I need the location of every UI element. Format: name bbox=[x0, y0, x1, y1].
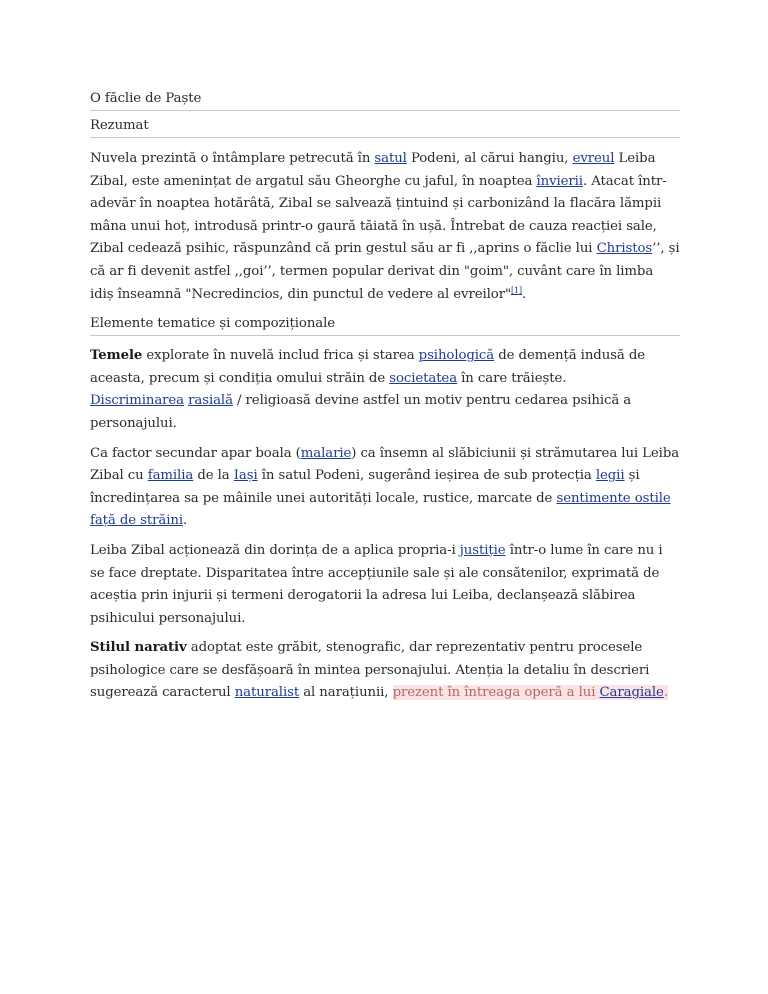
link-legii[interactable]: legii bbox=[595, 468, 625, 484]
link-evreul[interactable]: evreul bbox=[572, 151, 615, 166]
text-run: . bbox=[522, 286, 527, 302]
text-run: Ca factor secundar apar boala ( bbox=[90, 445, 301, 461]
text-run: explorate în nuvelă includ frica și starea bbox=[142, 348, 419, 364]
link-christos[interactable]: Christos bbox=[596, 241, 653, 257]
text-run: al narațiunii, bbox=[299, 685, 393, 701]
footnote-link[interactable]: [1] bbox=[510, 285, 523, 295]
secondary-factor-paragraph bbox=[90, 443, 680, 533]
link-malarie[interactable]: malarie bbox=[300, 445, 352, 461]
link-satul[interactable]: satul bbox=[374, 151, 407, 166]
reference-superscript bbox=[511, 286, 522, 295]
narrative-style-paragraph bbox=[90, 637, 680, 705]
text-run: în care trăiește. bbox=[457, 370, 567, 386]
text-run: ’’, și că ar fi devenit astfel ,,goi’’, termen popular derivat din "goim", cuvânt care în limba idiș înseamnă "Necredincios, din punctul de vedere al evreilor" bbox=[90, 241, 680, 302]
link-justitie[interactable]: justiție bbox=[459, 542, 506, 558]
text-run: în satul Podeni, sugerând ieșirea de sub protecția bbox=[257, 468, 596, 484]
link-caragiale[interactable]: Caragiale bbox=[599, 685, 664, 701]
bold-term-stilul-narativ: Stilul narativ bbox=[90, 640, 187, 656]
link-naturalist[interactable]: naturalist bbox=[234, 685, 300, 701]
text-run: prezent în întreaga operă a lui bbox=[392, 685, 600, 701]
text-run: și încredințarea sa pe mâinile unei autorități locale, rustice, marcate de bbox=[90, 468, 640, 506]
link-psihologica[interactable]: psihologică bbox=[418, 348, 495, 364]
section-heading-summary: Rezumat bbox=[90, 115, 680, 138]
link-familia[interactable]: familia bbox=[147, 468, 194, 484]
text-run: adoptat este grăbit, stenografic, dar reprezentativ pentru procesele psihologice care se desfășoară în mintea personajului. Atenția la detaliu în descrieri sugerează caracterul bbox=[90, 640, 650, 701]
link-rasiala[interactable]: rasială bbox=[188, 393, 233, 409]
text-run: într-o lume în care nu i se face dreptate. Disparitatea între accepțiunile sale și ale consătenilor, exprimată de aceștia prin injurii și termeni derogatorii la adresa lui Leiba, declanșează slăbirea psihicului personajului. bbox=[90, 542, 663, 626]
highlighted-text bbox=[393, 685, 668, 700]
justice-paragraph bbox=[90, 540, 680, 630]
text-run: . Atacat într-adevăr în noaptea hotărâtă, Zibal se salvează țintuind și carbonizând la flacăra lămpii mâna unui hoț, introdusă printr-o gaură tăiată în ușă. Întrebat de cauza reacției sale, Zibal cedează psihic, răspunzând că prin gestul său ar fi ,,aprins o făclie lui bbox=[90, 173, 667, 257]
section-heading-elements: Elemente tematice și compoziționale bbox=[90, 313, 680, 336]
summary-paragraph bbox=[90, 148, 680, 306]
text-run: de demență indusă de aceasta, precum și condiția omului străin de bbox=[90, 348, 646, 386]
link-iasi[interactable]: Iași bbox=[233, 468, 258, 484]
text-run: Leiba Zibal, este amenințat de argatul său Gheorghe cu jaful, în noaptea bbox=[90, 151, 656, 189]
link-sentimente-ostile[interactable]: sentimente ostile față de străini bbox=[90, 490, 671, 529]
text-run: . bbox=[663, 685, 668, 701]
link-discriminarea[interactable]: Discriminarea bbox=[90, 393, 184, 409]
article-title: O făclie de Paște bbox=[90, 88, 680, 111]
link-societatea[interactable]: societatea bbox=[389, 370, 458, 386]
bold-term-temele: Temele bbox=[90, 348, 143, 364]
text-run: Nuvela prezintă o întâmplare petrecută în bbox=[90, 151, 375, 166]
text-run: . bbox=[182, 513, 188, 529]
text-run: / religioasă devine astfel un motiv pentru cedarea psihică a personajului. bbox=[90, 393, 632, 431]
text-run: de la bbox=[193, 468, 234, 484]
text-run: ) ca însemn al slăbiciunii și strămutarea lui Leiba Zibal cu bbox=[90, 445, 680, 484]
themes-paragraph bbox=[90, 345, 680, 435]
link-invierii[interactable]: învierii bbox=[536, 173, 583, 189]
article-body bbox=[90, 88, 680, 712]
text-run: Leiba Zibal acționează din dorința de a aplica propria-i bbox=[90, 542, 460, 558]
text-run: Podeni, al cărui hangiu, bbox=[406, 151, 573, 166]
